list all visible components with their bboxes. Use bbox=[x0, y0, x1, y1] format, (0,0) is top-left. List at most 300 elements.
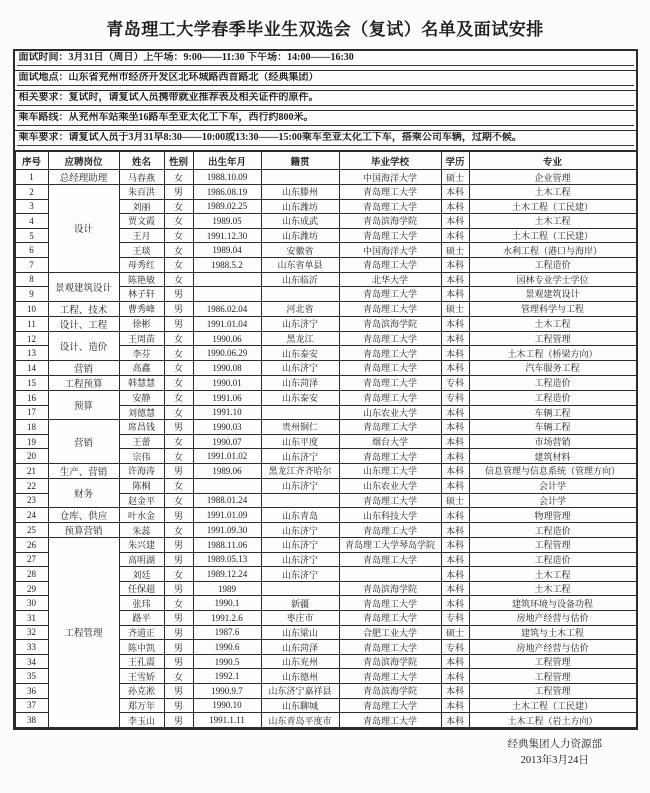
cell-school: 青岛滨海学院 bbox=[339, 654, 441, 669]
cell-birth: 1989 bbox=[193, 581, 261, 596]
cell-origin: 山东滕州 bbox=[261, 185, 339, 200]
cell-origin bbox=[261, 493, 339, 508]
cell-school: 青岛理工大学 bbox=[339, 523, 441, 538]
cell-name: 刘德慧 bbox=[119, 405, 164, 420]
cell-gender: 男 bbox=[164, 611, 193, 626]
cell-index: 21 bbox=[15, 463, 48, 478]
content-box bbox=[13, 49, 638, 730]
cell-origin: 黑龙江 bbox=[261, 331, 339, 346]
cell-name: 齐道正 bbox=[119, 625, 164, 640]
cell-birth: 1991.1.11 bbox=[193, 713, 261, 728]
cell-position: 预算 bbox=[48, 390, 119, 419]
cell-name: 朱百洪 bbox=[119, 185, 164, 200]
cell-degree: 本科 bbox=[441, 596, 469, 611]
cell-major: 工程管理 bbox=[469, 538, 636, 553]
cell-name: 王孔震 bbox=[119, 654, 164, 669]
page-title: 青岛理工大学春季毕业生双选会（复试）名单及面试安排 bbox=[106, 20, 544, 39]
cell-major: 土木工程 bbox=[469, 581, 636, 596]
cell-name: 任保超 bbox=[119, 581, 164, 596]
cell-name: 叶水金 bbox=[119, 508, 164, 523]
table-row bbox=[15, 301, 636, 316]
info-text-interview-place: 面试地点：山东省兖州市经济开发区北环城路西首路北（经典集团） bbox=[17, 72, 634, 86]
cell-major: 工程造价 bbox=[469, 390, 636, 405]
cell-degree: 本科 bbox=[441, 214, 469, 229]
cell-gender: 男 bbox=[164, 684, 193, 699]
table-body bbox=[15, 170, 636, 728]
cell-birth: 1987.6 bbox=[193, 625, 261, 640]
info-text-bus-requirements: 乘车要求：请复试人员于3月31早8:30——10:00或13:30——15:00乘车至亚太化工下车，搭乘公司车辆，过期不候。 bbox=[17, 132, 634, 146]
column-header-position: 应聘岗位 bbox=[48, 152, 119, 170]
cell-major: 工程管理 bbox=[469, 654, 636, 669]
cell-name: 郑万年 bbox=[119, 698, 164, 713]
cell-major: 车辆工程 bbox=[469, 405, 636, 420]
cell-degree: 硕士 bbox=[441, 301, 469, 316]
cell-school: 青岛理工大学 bbox=[339, 257, 441, 272]
cell-gender: 男 bbox=[164, 316, 193, 331]
cell-school: 青岛滨海学院 bbox=[339, 581, 441, 596]
cell-degree: 硕士 bbox=[441, 170, 469, 185]
cell-index: 31 bbox=[15, 611, 48, 626]
cell-index: 8 bbox=[15, 272, 48, 287]
cell-gender: 女 bbox=[164, 390, 193, 405]
cell-name: 贾文霞 bbox=[119, 214, 164, 229]
cell-index: 37 bbox=[15, 698, 48, 713]
cell-school: 青岛理工大学 bbox=[339, 493, 441, 508]
cell-origin: 山东省单县 bbox=[261, 257, 339, 272]
info-row-bus-route bbox=[15, 111, 636, 131]
cell-gender: 女 bbox=[164, 375, 193, 390]
cell-index: 35 bbox=[15, 669, 48, 684]
cell-major: 工程造价 bbox=[469, 523, 636, 538]
table-header-row bbox=[15, 152, 636, 170]
cell-gender: 女 bbox=[164, 214, 193, 229]
cell-school: 青岛理工大学 bbox=[339, 698, 441, 713]
cell-position: 设计、工程 bbox=[48, 316, 119, 331]
table-row bbox=[15, 508, 636, 523]
cell-school: 青岛理工大学 bbox=[339, 713, 441, 728]
info-row-interview-time bbox=[15, 51, 636, 71]
cell-birth: 1990.9.7 bbox=[193, 684, 261, 699]
cell-gender: 男 bbox=[164, 552, 193, 567]
cell-gender: 女 bbox=[164, 669, 193, 684]
cell-name: 徐彬 bbox=[119, 316, 164, 331]
cell-origin: 山东平度 bbox=[261, 434, 339, 449]
cell-origin: 山东临沂 bbox=[261, 272, 339, 287]
cell-origin: 山东青岛平度市 bbox=[261, 713, 339, 728]
cell-origin: 山东青岛 bbox=[261, 508, 339, 523]
cell-position: 工程管理 bbox=[48, 538, 119, 728]
table-row bbox=[15, 272, 636, 287]
cell-origin: 黑龙江齐齐哈尔 bbox=[261, 463, 339, 478]
cell-gender: 男 bbox=[164, 538, 193, 553]
cell-degree: 硕士 bbox=[441, 243, 469, 258]
cell-index: 33 bbox=[15, 640, 48, 655]
cell-major: 土木工程（桥梁方向） bbox=[469, 346, 636, 361]
column-header-origin: 籍贯 bbox=[261, 152, 339, 170]
cell-gender: 女 bbox=[164, 346, 193, 361]
cell-gender: 男 bbox=[164, 508, 193, 523]
cell-index: 2 bbox=[15, 185, 48, 200]
cell-degree: 本科 bbox=[441, 449, 469, 464]
cell-major: 会计学 bbox=[469, 478, 636, 493]
cell-major: 土木工程（工民建） bbox=[469, 228, 636, 243]
cell-school: 青岛理工大学 bbox=[339, 228, 441, 243]
cell-gender: 男 bbox=[164, 640, 193, 655]
column-header-index: 序号 bbox=[15, 152, 48, 170]
cell-birth: 1990.01 bbox=[193, 375, 261, 390]
cell-origin: 山东梁山 bbox=[261, 625, 339, 640]
cell-school: 青岛理工大学 bbox=[339, 552, 441, 567]
cell-birth: 1991.10 bbox=[193, 405, 261, 420]
cell-major: 工程管理 bbox=[469, 684, 636, 699]
cell-name: 刘丽 bbox=[119, 199, 164, 214]
candidate-table bbox=[15, 151, 637, 728]
cell-origin: 山东济宁 bbox=[261, 567, 339, 582]
cell-position: 营销 bbox=[48, 360, 119, 375]
cell-major: 工程造价 bbox=[469, 375, 636, 390]
cell-degree: 本科 bbox=[441, 684, 469, 699]
table-row bbox=[15, 360, 636, 375]
cell-school: 青岛滨海学院 bbox=[339, 316, 441, 331]
cell-gender: 男 bbox=[164, 654, 193, 669]
cell-degree: 本科 bbox=[441, 199, 469, 214]
cell-origin: 山东菏泽 bbox=[261, 375, 339, 390]
cell-origin: 山东济宁 bbox=[261, 449, 339, 464]
cell-gender: 男 bbox=[164, 463, 193, 478]
cell-origin bbox=[261, 287, 339, 302]
table-row bbox=[15, 170, 636, 185]
cell-gender: 男 bbox=[164, 625, 193, 640]
cell-school: 青岛理工大学 bbox=[339, 331, 441, 346]
cell-birth: 1991.2.6 bbox=[193, 611, 261, 626]
cell-major: 土木工程 bbox=[469, 316, 636, 331]
cell-degree: 本科 bbox=[441, 257, 469, 272]
cell-school: 青岛理工大学 bbox=[339, 287, 441, 302]
cell-index: 19 bbox=[15, 434, 48, 449]
cell-origin: 山东潍坊 bbox=[261, 228, 339, 243]
cell-position: 工程、技术 bbox=[48, 301, 119, 316]
cell-index: 10 bbox=[15, 301, 48, 316]
cell-birth: 1988.5.2 bbox=[193, 257, 261, 272]
cell-birth: 1989.04 bbox=[193, 243, 261, 258]
cell-origin: 安徽省 bbox=[261, 243, 339, 258]
cell-school: 中国海洋大学 bbox=[339, 243, 441, 258]
cell-birth: 1989.02.25 bbox=[193, 199, 261, 214]
cell-name: 李玉山 bbox=[119, 713, 164, 728]
table-row bbox=[15, 478, 636, 493]
cell-origin: 山东泰安 bbox=[261, 346, 339, 361]
cell-index: 16 bbox=[15, 390, 48, 405]
info-text-bus-route: 乘车路线：从兖州车站乘坐16路车至亚太化工下车，西行约800米。 bbox=[17, 112, 634, 126]
cell-origin bbox=[261, 581, 339, 596]
cell-degree: 本科 bbox=[441, 713, 469, 728]
cell-degree: 专科 bbox=[441, 390, 469, 405]
column-header-school: 毕业学校 bbox=[339, 152, 441, 170]
cell-origin: 山东济宁 bbox=[261, 552, 339, 567]
cell-birth: 1991.01.04 bbox=[193, 316, 261, 331]
cell-degree: 本科 bbox=[441, 228, 469, 243]
cell-birth: 1989.12.24 bbox=[193, 567, 261, 582]
cell-origin: 山东济宁 bbox=[261, 538, 339, 553]
cell-origin: 山东泰安 bbox=[261, 390, 339, 405]
cell-origin: 枣庄市 bbox=[261, 611, 339, 626]
cell-birth: 1989.05.13 bbox=[193, 552, 261, 567]
cell-gender: 女 bbox=[164, 228, 193, 243]
cell-degree: 专科 bbox=[441, 611, 469, 626]
table-row bbox=[15, 375, 636, 390]
cell-name: 陈中凯 bbox=[119, 640, 164, 655]
cell-school: 青岛理工大学 bbox=[339, 390, 441, 405]
cell-name: 曹秀峰 bbox=[119, 301, 164, 316]
info-text-interview-time: 面试时间：3月31日（周日）上午场：9:00——11:30 下午场：14:00——16:30 bbox=[17, 52, 634, 66]
info-row-requirements bbox=[15, 91, 636, 111]
cell-degree: 本科 bbox=[441, 552, 469, 567]
cell-name: 高明湖 bbox=[119, 552, 164, 567]
cell-birth: 1988.11.06 bbox=[193, 538, 261, 553]
cell-origin: 山东济宁 bbox=[261, 316, 339, 331]
table-row bbox=[15, 523, 636, 538]
cell-birth: 1990.1 bbox=[193, 596, 261, 611]
cell-major: 物理管理 bbox=[469, 508, 636, 523]
cell-index: 6 bbox=[15, 243, 48, 258]
cell-birth: 1992.1 bbox=[193, 669, 261, 684]
cell-school: 山东农业大学 bbox=[339, 478, 441, 493]
info-text-requirements: 相关要求：复试时，请复试人员携带就业推荐表及相关证件的原件。 bbox=[17, 92, 634, 106]
cell-degree: 本科 bbox=[441, 434, 469, 449]
cell-school: 中国海洋大学 bbox=[339, 170, 441, 185]
table-row bbox=[15, 331, 636, 346]
cell-gender: 女 bbox=[164, 170, 193, 185]
cell-birth: 1988.01.24 bbox=[193, 493, 261, 508]
cell-name: 韩慧慧 bbox=[119, 375, 164, 390]
cell-school: 青岛理工大学 bbox=[339, 449, 441, 464]
cell-degree: 本科 bbox=[441, 581, 469, 596]
cell-index: 11 bbox=[15, 316, 48, 331]
cell-birth: 1989.05 bbox=[193, 214, 261, 229]
cell-school: 青岛滨海学院 bbox=[339, 214, 441, 229]
cell-degree: 本科 bbox=[441, 272, 469, 287]
table-row bbox=[15, 463, 636, 478]
cell-origin bbox=[261, 405, 339, 420]
cell-position: 营销 bbox=[48, 420, 119, 464]
cell-school: 烟台大学 bbox=[339, 434, 441, 449]
cell-name: 王琰 bbox=[119, 243, 164, 258]
cell-degree: 本科 bbox=[441, 316, 469, 331]
cell-index: 3 bbox=[15, 199, 48, 214]
cell-position: 景观建筑设计 bbox=[48, 272, 119, 301]
cell-major: 土木工程 bbox=[469, 185, 636, 200]
cell-major: 土木工程（工民建） bbox=[469, 199, 636, 214]
cell-birth: 1991.09.30 bbox=[193, 523, 261, 538]
cell-gender: 男 bbox=[164, 698, 193, 713]
cell-birth bbox=[193, 287, 261, 302]
table-header bbox=[15, 152, 636, 170]
cell-name: 宗伟 bbox=[119, 449, 164, 464]
cell-degree: 本科 bbox=[441, 654, 469, 669]
cell-index: 30 bbox=[15, 596, 48, 611]
cell-index: 25 bbox=[15, 523, 48, 538]
cell-position: 总经理助理 bbox=[48, 170, 119, 185]
cell-position: 设计 bbox=[48, 185, 119, 273]
cell-degree: 本科 bbox=[441, 478, 469, 493]
cell-birth: 1991.06 bbox=[193, 390, 261, 405]
cell-gender: 女 bbox=[164, 493, 193, 508]
info-row-interview-place bbox=[15, 71, 636, 91]
cell-name: 赵金平 bbox=[119, 493, 164, 508]
cell-origin: 新疆 bbox=[261, 596, 339, 611]
cell-school: 青岛理工大学 bbox=[339, 185, 441, 200]
cell-birth: 1990.6 bbox=[193, 640, 261, 655]
cell-name: 陈艳敏 bbox=[119, 272, 164, 287]
cell-degree: 硕士 bbox=[441, 493, 469, 508]
cell-gender: 男 bbox=[164, 301, 193, 316]
cell-major: 建筑材料 bbox=[469, 449, 636, 464]
cell-index: 12 bbox=[15, 331, 48, 346]
cell-gender: 女 bbox=[164, 272, 193, 287]
footer bbox=[0, 737, 650, 769]
cell-position: 设计、造价 bbox=[48, 331, 119, 360]
cell-name: 林子轩 bbox=[119, 287, 164, 302]
cell-gender: 女 bbox=[164, 478, 193, 493]
cell-origin: 山东济宁嘉祥县 bbox=[261, 684, 339, 699]
column-header-degree: 学历 bbox=[441, 152, 469, 170]
cell-major: 汽车服务工程 bbox=[469, 360, 636, 375]
cell-degree: 本科 bbox=[441, 405, 469, 420]
cell-name: 陈桐 bbox=[119, 478, 164, 493]
cell-origin: 山东成武 bbox=[261, 214, 339, 229]
cell-major: 工程管理 bbox=[469, 331, 636, 346]
cell-major: 房地产经营与估价 bbox=[469, 611, 636, 626]
cell-birth: 1991.12.30 bbox=[193, 228, 261, 243]
cell-position: 财务 bbox=[48, 478, 119, 507]
cell-birth: 1990.07 bbox=[193, 434, 261, 449]
cell-school: 青岛滨海学院 bbox=[339, 684, 441, 699]
cell-degree: 本科 bbox=[441, 508, 469, 523]
cell-name: 许海涛 bbox=[119, 463, 164, 478]
cell-birth: 1990.03 bbox=[193, 420, 261, 435]
table-row bbox=[15, 185, 636, 200]
cell-birth bbox=[193, 272, 261, 287]
cell-gender: 男 bbox=[164, 420, 193, 435]
cell-degree: 本科 bbox=[441, 463, 469, 478]
cell-major: 信息管理与信息系统（管理方向） bbox=[469, 463, 636, 478]
cell-index: 4 bbox=[15, 214, 48, 229]
cell-major: 房地产经营与估价 bbox=[469, 640, 636, 655]
cell-name: 马春燕 bbox=[119, 170, 164, 185]
cell-birth: 1990.06 bbox=[193, 331, 261, 346]
cell-degree: 本科 bbox=[441, 346, 469, 361]
cell-gender: 女 bbox=[164, 257, 193, 272]
cell-gender: 女 bbox=[164, 360, 193, 375]
cell-name: 王周苗 bbox=[119, 331, 164, 346]
cell-name: 刘廷 bbox=[119, 567, 164, 582]
cell-gender: 女 bbox=[164, 243, 193, 258]
cell-degree: 本科 bbox=[441, 420, 469, 435]
cell-major: 土木工程（工民建） bbox=[469, 698, 636, 713]
cell-gender: 女 bbox=[164, 523, 193, 538]
cell-degree: 专科 bbox=[441, 640, 469, 655]
cell-major: 土木工程 bbox=[469, 567, 636, 582]
table-row bbox=[15, 420, 636, 435]
cell-index: 9 bbox=[15, 287, 48, 302]
cell-gender: 男 bbox=[164, 287, 193, 302]
cell-origin: 山东潍坊 bbox=[261, 199, 339, 214]
cell-degree: 本科 bbox=[441, 185, 469, 200]
cell-index: 7 bbox=[15, 257, 48, 272]
cell-position: 工程预算 bbox=[48, 375, 119, 390]
table-row bbox=[15, 538, 636, 553]
cell-birth bbox=[193, 478, 261, 493]
cell-major: 企业管理 bbox=[469, 170, 636, 185]
cell-gender: 女 bbox=[164, 596, 193, 611]
cell-origin: 山东聊城 bbox=[261, 698, 339, 713]
cell-name: 王蕾 bbox=[119, 434, 164, 449]
cell-major: 土木工程（岩土方向） bbox=[469, 713, 636, 728]
cell-major: 建筑与土木工程 bbox=[469, 625, 636, 640]
cell-name: 母秀红 bbox=[119, 257, 164, 272]
cell-school: 青岛理工大学 bbox=[339, 596, 441, 611]
cell-name: 席昌钱 bbox=[119, 420, 164, 435]
cell-degree: 本科 bbox=[441, 567, 469, 582]
cell-origin: 贵州铜仁 bbox=[261, 420, 339, 435]
cell-gender: 女 bbox=[164, 449, 193, 464]
cell-major: 会计学 bbox=[469, 493, 636, 508]
cell-major: 市场营销 bbox=[469, 434, 636, 449]
cell-position: 生产、营销 bbox=[48, 463, 119, 478]
cell-index: 13 bbox=[15, 346, 48, 361]
cell-degree: 硕士 bbox=[441, 625, 469, 640]
cell-gender: 女 bbox=[164, 199, 193, 214]
cell-birth: 1986.08.19 bbox=[193, 185, 261, 200]
cell-name: 孙克凇 bbox=[119, 684, 164, 699]
cell-name: 李芬 bbox=[119, 346, 164, 361]
cell-position: 预算营销 bbox=[48, 523, 119, 538]
cell-birth: 1991.01.02 bbox=[193, 449, 261, 464]
cell-birth: 1990.06.29 bbox=[193, 346, 261, 361]
cell-index: 32 bbox=[15, 625, 48, 640]
cell-degree: 专科 bbox=[441, 375, 469, 390]
cell-index: 36 bbox=[15, 684, 48, 699]
cell-school: 山东理工大学 bbox=[339, 463, 441, 478]
cell-gender: 男 bbox=[164, 713, 193, 728]
cell-birth: 1990.10 bbox=[193, 698, 261, 713]
cell-index: 17 bbox=[15, 405, 48, 420]
cell-name: 路平 bbox=[119, 611, 164, 626]
cell-origin: 山东兖州 bbox=[261, 654, 339, 669]
cell-birth: 1990.5 bbox=[193, 654, 261, 669]
cell-gender: 男 bbox=[164, 185, 193, 200]
cell-birth: 1991.01.09 bbox=[193, 508, 261, 523]
cell-major: 工程造价 bbox=[469, 257, 636, 272]
cell-origin bbox=[261, 170, 339, 185]
cell-birth: 1986.02.04 bbox=[193, 301, 261, 316]
cell-major: 园林专业学士学位 bbox=[469, 272, 636, 287]
cell-school bbox=[339, 567, 441, 582]
cell-index: 18 bbox=[15, 420, 48, 435]
cell-index: 5 bbox=[15, 228, 48, 243]
cell-index: 20 bbox=[15, 449, 48, 464]
cell-degree: 本科 bbox=[441, 287, 469, 302]
cell-index: 28 bbox=[15, 567, 48, 582]
cell-origin: 河北省 bbox=[261, 301, 339, 316]
column-header-name: 姓名 bbox=[119, 152, 164, 170]
cell-index: 29 bbox=[15, 581, 48, 596]
cell-major: 车辆工程 bbox=[469, 420, 636, 435]
cell-school: 青岛理工大学 bbox=[339, 640, 441, 655]
info-row-bus-requirements bbox=[15, 131, 636, 151]
cell-major: 工程造价 bbox=[469, 552, 636, 567]
cell-school: 青岛理工大学 bbox=[339, 669, 441, 684]
